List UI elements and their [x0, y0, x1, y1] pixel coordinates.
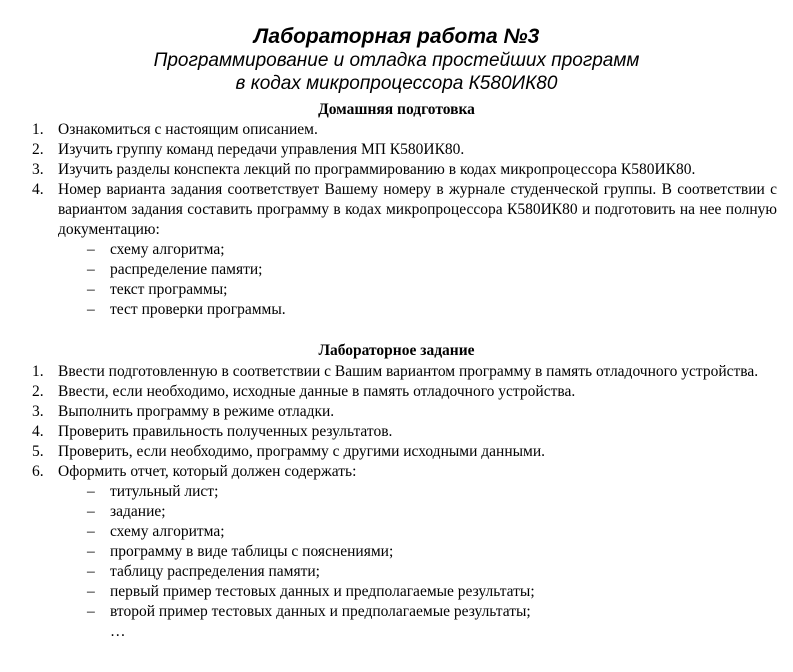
bullet-text: программу в виде таблицы с пояснениями; [110, 543, 394, 560]
home-prep-bullets [0, 240, 793, 320]
list-item [0, 120, 793, 140]
item-number: 2. [32, 141, 44, 158]
bullet-text: задание; [110, 503, 166, 520]
lab-title: Лабораторная работа №3 [253, 25, 540, 48]
bullet-text: первый пример тестовых данных и предполагаемые результаты; [110, 583, 535, 600]
item-text: Оформить отчет, который должен содержать: [58, 463, 357, 480]
dash-bullet: – [87, 523, 95, 540]
dash-bullet: – [87, 281, 95, 298]
item-number: 2. [32, 383, 44, 400]
ellipsis-text: … [110, 623, 126, 640]
item-text: Изучить группу команд передачи управления МП К580ИК80. [58, 141, 465, 158]
item-number: 4. [32, 423, 44, 440]
item-number: 1. [32, 363, 44, 380]
dash-bullet: – [87, 583, 95, 600]
lab-subtitle-line-1: Программирование и отладка простейших программ [153, 50, 640, 71]
dash-bullet: – [87, 483, 95, 500]
bullet-text: распределение памяти; [110, 261, 263, 278]
item-text: Ввести, если необходимо, исходные данные в память отладочного устройства. [58, 383, 576, 400]
item-text: Проверить, если необходимо, программу с другими исходными данными. [58, 443, 546, 460]
item-text: Ознакомиться с настоящим описанием. [58, 121, 318, 138]
item-number: 5. [32, 443, 44, 460]
item-text: Номер варианта задания соответствует Вашему номеру в журнале студенческой группы. В соответствии с вариантом задания составить программу в кодах микропроцессора К580ИК80 и подготовить на нее полную документацию: [58, 181, 777, 238]
bullet-item [0, 582, 793, 602]
bullet-text: схему алгоритма; [110, 523, 225, 540]
bullet-text: второй пример тестовых данных и предполагаемые результаты; [110, 603, 531, 620]
bullet-item [0, 522, 793, 542]
bullet-text: тест проверки программы. [110, 301, 286, 318]
item-number: 3. [32, 161, 44, 178]
bullet-item [0, 482, 793, 502]
list-item [0, 422, 793, 442]
report-contents-bullets [0, 482, 793, 642]
bullet-item [0, 502, 793, 522]
dash-bullet: – [87, 563, 95, 580]
item-text: Проверить правильность полученных результатов. [58, 423, 393, 440]
dash-bullet: – [87, 241, 95, 258]
bullet-text: схему алгоритма; [110, 241, 225, 258]
list-item [0, 382, 793, 402]
lab-task-list [0, 362, 793, 642]
bullet-text: титульный лист; [110, 483, 219, 500]
bullet-item [0, 602, 793, 622]
home-prep-list [0, 120, 793, 320]
bullet-item [0, 280, 793, 300]
item-number: 3. [32, 403, 44, 420]
dash-bullet: – [87, 543, 95, 560]
dash-bullet: – [87, 301, 95, 318]
bullet-text: текст программы; [110, 281, 228, 298]
bullet-text: таблицу распределения памяти; [110, 563, 320, 580]
list-item [0, 180, 793, 240]
home-prep-heading: Домашняя подготовка [318, 101, 475, 118]
item-number: 6. [32, 463, 44, 480]
bullet-item [0, 240, 793, 260]
lab-subtitle-line-2: в кодах микропроцессора К580ИК80 [235, 73, 558, 94]
list-item [0, 442, 793, 462]
list-item [0, 462, 793, 482]
bullet-item [0, 260, 793, 280]
item-number: 1. [32, 121, 44, 138]
ellipsis-continuation [0, 622, 793, 642]
item-text: Выполнить программу в режиме отладки. [58, 403, 335, 420]
bullet-item [0, 300, 793, 320]
dash-bullet: – [87, 261, 95, 278]
dash-bullet: – [87, 503, 95, 520]
list-item [0, 140, 793, 160]
bullet-item [0, 562, 793, 582]
item-text: Изучить разделы конспекта лекций по программированию в кодах микропроцессора К580ИК80. [58, 161, 696, 178]
lab-task-heading: Лабораторное задание [318, 342, 475, 359]
list-item [0, 362, 793, 382]
item-number: 4. [32, 181, 44, 198]
item-text: Ввести подготовленную в соответствии с Вашим вариантом программу в память отладочного устройства. [58, 363, 759, 380]
list-item [0, 402, 793, 422]
dash-bullet: – [87, 603, 95, 620]
list-item [0, 160, 793, 180]
bullet-item [0, 542, 793, 562]
